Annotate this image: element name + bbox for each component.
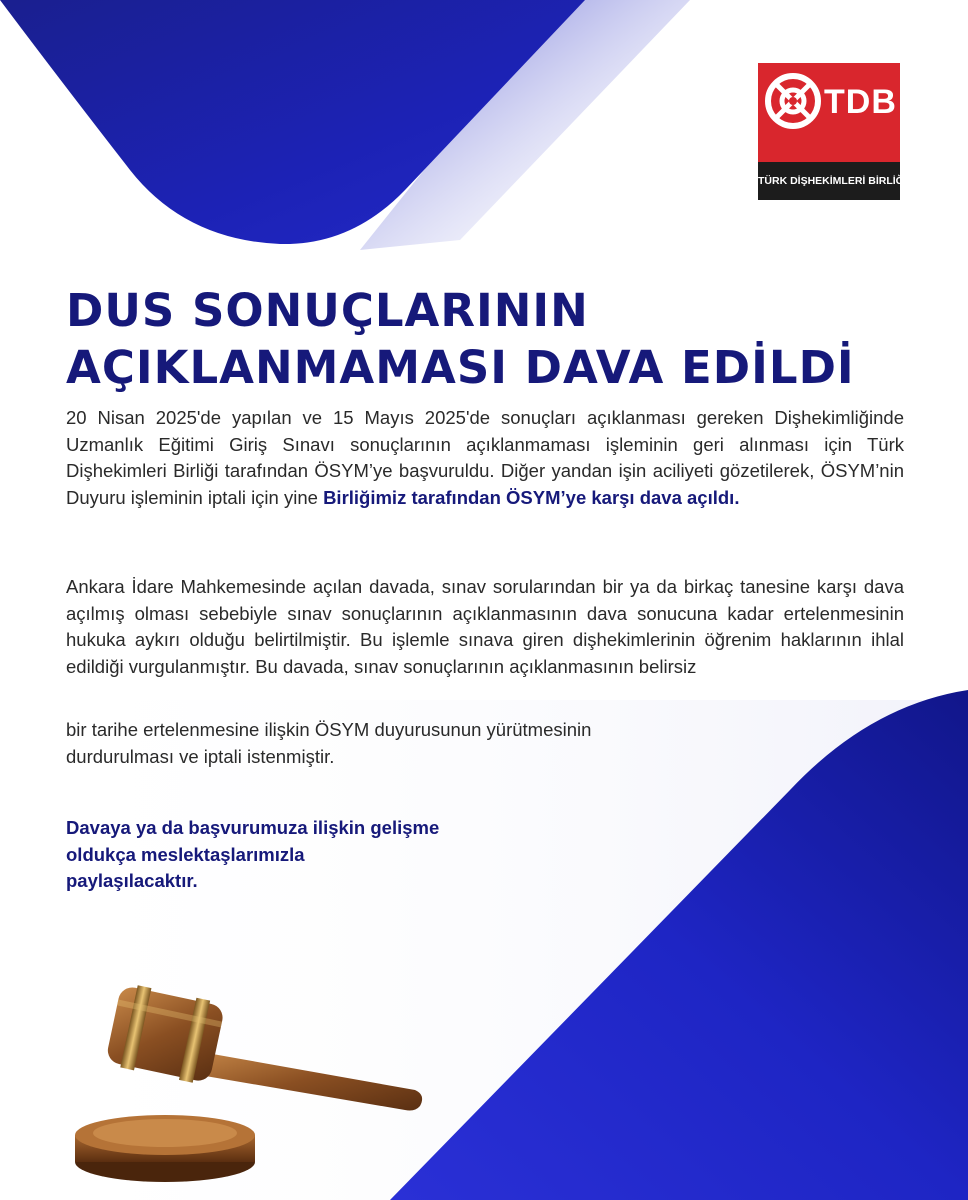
- tdb-knot-emblem-icon: [763, 71, 823, 131]
- paragraph-1-highlight: Birliğimiz tarafından ÖSYM’ye karşı dava açıldı.: [323, 486, 740, 508]
- body-paragraph-2: [66, 574, 904, 680]
- title-line-1: DUS SONUÇLARININ: [66, 284, 589, 337]
- paragraph-2-text: Ankara İdare Mahkemesinde açılan davada, sınav sorularından bir ya da birkaç tanesine karşı dava açılmış olması sebebiyle sınav sonuçlarının açıklanmasının dava sonucuna kadar ertelenmesinin hukuka aykırı olduğu belirtilmiştir. Bu işlemle sınava giren dişhekimlerinin öğrenim haklarının ihlal edildiği vurgulanmıştır. Bu davada, sınav sonuçlarının açıklanmasının belirsiz: [66, 576, 904, 677]
- page-title: [66, 282, 896, 396]
- paragraph-2-line-a: bir tarihe ertelenmesine ilişkin ÖSYM duyurusunun yürütmesinin: [66, 719, 592, 740]
- closing-line-2: oldukça meslektaşlarımızla: [66, 843, 305, 865]
- body-paragraph-2-end: [66, 717, 904, 770]
- title-line-2: AÇIKLANMAMASI DAVA EDİLDİ: [66, 341, 855, 394]
- closing-line-1: Davaya ya da başvurumuza ilişkin gelişme: [66, 817, 440, 838]
- paragraph-2-line-b: durdurulması ve iptali istenmiştir.: [66, 745, 335, 767]
- logo-brand-text: TDB: [824, 83, 897, 121]
- paragraph-1-text: 20 Nisan 2025'de yapılan ve 15 Mayıs 2025'de sonuçları açıklanması gereken Dişhekimliğinde Uzmanlık Eğitimi Giriş Sınavı sonuçlarının açıklanmaması işleminin geri alınması için Türk Dişhekimleri Birliği tarafından ÖSYM’ye başvuruldu. Diğer yandan işin aciliyeti gözetilerek, ÖSYM’nin Duyuru işleminin iptali için yine: [66, 407, 904, 508]
- body-paragraph-1: [66, 405, 904, 511]
- closing-note: [66, 815, 526, 895]
- tdb-logo: [758, 63, 907, 200]
- gavel-icon: [70, 940, 430, 1190]
- closing-line-3: paylaşılacaktır.: [66, 870, 198, 892]
- logo-org-name: TÜRK DİŞHEKİMLERİ BİRLİĞİ: [758, 162, 900, 200]
